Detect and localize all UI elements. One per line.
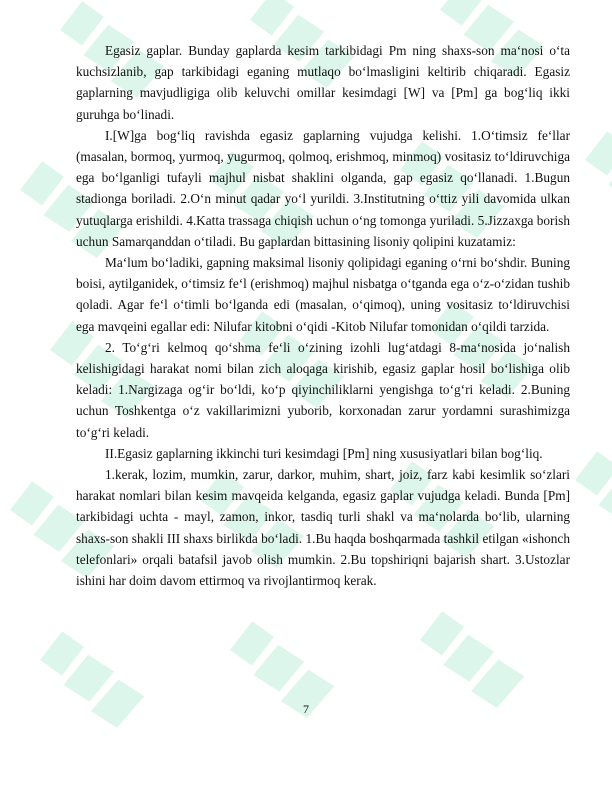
document-body [76, 40, 570, 591]
paragraph-3: Ma‘lum bo‘ladiki, gapning maksimal lisoniy qolipidagi eganing o‘rni bo‘shdir. Buning boisi, aytilganidek, o‘timsiz fe‘l (erishmoq) majhul nisbatga o‘tganda ega o‘z-o‘zidan tushib qoladi. Agar fe‘l o‘timli bo‘lganda edi (masalan, o‘qimoq), uning vositasiz to‘ldiruvchisi ega mavqeini egallar edi: Nilufar kitobni o‘qidi -Kitob Nilufar tomonidan o‘qildi tarzida. [76, 255, 570, 334]
paragraph-2: I.[W]ga bog‘liq ravishda egasiz gaplarning vujudga kelishi. 1.O‘timsiz fe‘llar (masalan, bormoq, yurmoq, yugurmoq, qolmoq, erishmoq, minmoq) vositasiz to‘ldiruvchiga ega bo‘lganligi tufayli majhul nisbat shaklini olganda, gap egasiz qo‘llanadi. 1.Bugun stadionga boriladi. 2.O‘n minut qadar yo‘l yurildi. 3.Institutning o‘ttiz yili davomida ulkan yutuqlarga erishildi. 4.Katta trassaga chiqish uchun o‘ng tomonga yuriladi. 5.Jizzaxga borish uchun Samarqanddan o‘tiladi. Bu gaplardan bittasining lisoniy qolipini kuzatamiz: [76, 127, 570, 249]
paragraph-5: II.Egasiz gaplarning ikkinchi turi kesimdagi [Pm] ning xususiyatlari bilan bog‘liq. [105, 445, 543, 461]
paragraph-6: 1.kerak, lozim, mumkin, zarur, darkor, muhim, shart, joiz, farz kabi kesimlik so‘zlari harakat nomlari bilan kesim mavqeida kelganda, egasiz gaplar vujudga keladi. Bunda [Pm] tarkibidagi uchta - mayl, zamon, inkor, tasdiq turli shakl va ma‘nolarda bo‘lib, ularning shaxs-son shakli III shaxs birlikda bo‘ladi. 1.Bu haqda boshqarmada tashkil etilgan «ishonch telefonlari» orqali batafsil javob olish mumkin. 2.Bu topshiriqni bajarish shart. 3.Ustozlar ishini har doim davom ettirmoq va rivojlantirmoq kerak. [76, 467, 570, 589]
green-arrow-logo-icon [578, 112, 612, 245]
paragraph-1: Egasiz gaplar. Bunday gaplarda kesim tarkibidagi Pm ning shaxs-son ma‘nosi o‘ta kuchsizlanib, gap tarkibidagi eganing mutlaqo bo‘lmasligini keltirib chiqaradi. Egasiz gaplarning mavjudligiga olib keluvchi omillar kesimdagi [W] va [Pm] ga bog‘liq ikki guruhga bo‘linadi. [76, 43, 570, 122]
page-number: 7 [303, 702, 309, 716]
paragraph-4: 2. To‘g‘ri kelmoq qo‘shma fe‘li o‘zining izohli lug‘atdagi 8-ma‘nosida jo‘nalish kelishigidagi harakat nomi bilan zich aloqaga kirishib, egasiz gaplar hosil bo‘lishiga olib keladi: 1.Nargizaga og‘ir bo‘ldi, ko‘p qiyinchiliklarni yengishga to‘g‘ri keladi. 2.Buning uchun Toshkentga o‘z vakillarimizni yuborib, korxonadan zarur yordamni surashimizga to‘g‘ri keladi. [76, 339, 570, 440]
green-arrow-logo-icon [33, 612, 151, 745]
green-arrow-logo-icon [568, 432, 612, 565]
